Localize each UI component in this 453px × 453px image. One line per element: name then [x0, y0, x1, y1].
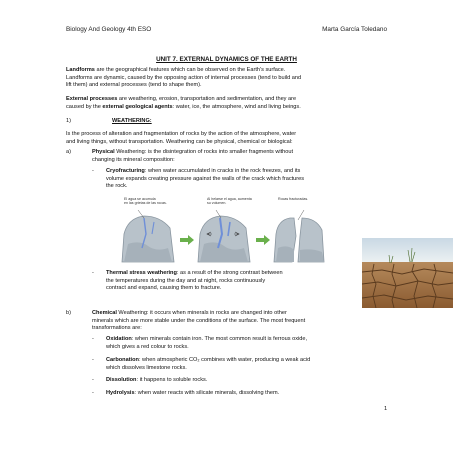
bullet-dash: - — [92, 270, 94, 276]
header-course: Biology And Geology 4th ESO — [66, 26, 152, 33]
weathering-definition: Is the process of alteration and fragmentation of rocks by the action of the atmosphere, water and living things, without transportation. Weathering can be physical, chemical or biological: — [66, 131, 297, 145]
term-physical: Physical — [92, 149, 115, 155]
rock-with-water-icon — [122, 210, 174, 262]
hydrolysis-text: Hydrolysis: when water reacts with silicate minerals, dissolving them. — [106, 390, 280, 396]
figure-caption-1: El agua se acumula en las grietas de las rocas. — [124, 197, 167, 206]
term-chemical: Chemical — [92, 310, 117, 316]
section-title-weathering: WEATHERING: — [112, 118, 152, 124]
bullet-dash: - — [92, 357, 94, 363]
term-cryofracturing: Cryofracturing — [106, 168, 145, 174]
bullet-dash: - — [92, 390, 94, 396]
term-landforms: Landforms — [66, 67, 95, 73]
arrow-right-icon — [256, 235, 270, 245]
thermal-stress-text: Thermal stress weathering: as a result of the strong contrast between the temperatures during the day and at night, rocks continuously contract and expand, causing them to fracture. — [106, 270, 283, 292]
fractured-rock-icon — [274, 210, 324, 262]
arrow-right-icon — [180, 235, 194, 245]
cryofracturing-text: Cryofracturing: when water accumulated in cracks in the rock freezes, and its volume expands creating pressure against the walls of the crack which fractures the rock. — [106, 168, 305, 190]
intro-paragraph-2: External processes are weathering, erosion, transportation and sedimentation, and they are caused by the external geological agents: water, ice, the atmosphere, wind and living beings. — [66, 96, 301, 110]
bullet-dash: - — [92, 377, 94, 383]
cryofracturing-diagram — [118, 204, 328, 266]
cracked-soil-photo — [362, 238, 453, 308]
subsection-letter-b: b) — [66, 310, 71, 316]
section-number: 1) — [66, 118, 71, 124]
figure-caption-3: Rocas fracturadas. — [278, 197, 309, 201]
term-oxidation: Oxidation — [106, 336, 132, 342]
dissolution-text: Dissolution: it happens to soluble rocks. — [106, 377, 208, 383]
term-dissolution: Dissolution — [106, 377, 137, 383]
physical-weathering-text: Physical Weathering: is the disintegration of rocks into smaller fragments without changing its mineral composition: — [92, 149, 294, 163]
intro-paragraph-1: Landforms are the geographical features which can be observed on the Earth's surface. Landforms are dynamic, caused by the opposing action of internal processes (tend to build and lift them) and external processes (tend to shape them). — [66, 67, 302, 89]
oxidation-text: Oxidation: when minerals contain iron. The most common result is ferrous oxide, which gives a red colour to rocks. — [106, 336, 308, 350]
carbonation-text: Carbonation: when atmospheric CO₂ combines with water, producing a weak acid which dissolves limestone rocks. — [106, 357, 311, 371]
figure-caption-2: Al helarse el agua, aumenta su volumen. — [207, 197, 252, 206]
page-title: UNIT 7. EXTERNAL DYNAMICS OF THE EARTH — [156, 56, 297, 63]
rock-with-ice-icon — [198, 210, 250, 262]
chemical-weathering-text: Chemical Weathering: it occurs when minerals in rocks are changed into other minerals which are more stable under the conditions of the surface. The most frequent transformations are: — [92, 310, 306, 332]
term-external-processes: External processes — [66, 96, 118, 102]
subsection-letter-a: a) — [66, 149, 71, 155]
term-thermal-stress: Thermal stress weathering — [106, 270, 177, 276]
bullet-dash: - — [92, 336, 94, 342]
bullet-dash: - — [92, 168, 94, 174]
term-carbonation: Carbonation — [106, 357, 139, 363]
term-hydrolysis: Hydrolysis — [106, 390, 135, 396]
page-number: 1 — [384, 406, 388, 412]
term-external-agents: external geological agents — [102, 103, 173, 110]
header-author: Marta García Toledano — [322, 26, 387, 33]
